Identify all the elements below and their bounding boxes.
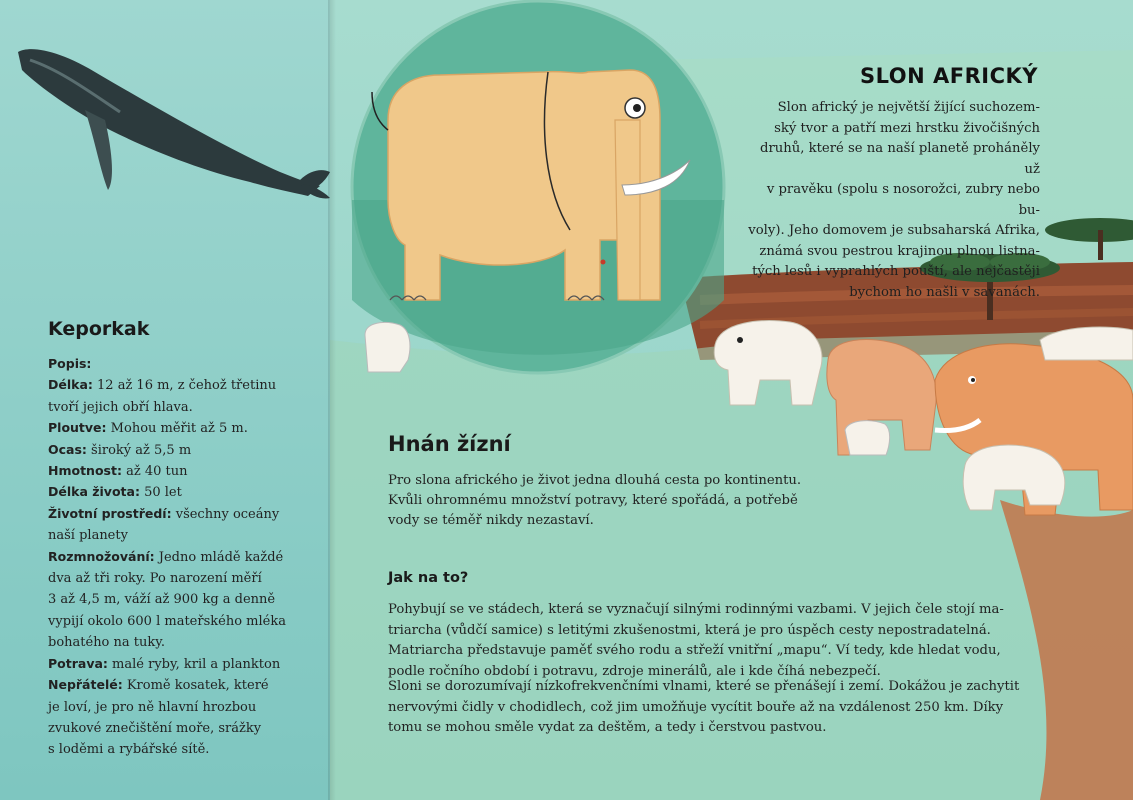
fact-row bbox=[48, 354, 318, 375]
intro-line: ský tvor a patří mezi hrstku živočišných bbox=[774, 120, 1040, 136]
fact-row bbox=[48, 547, 318, 568]
fact-row bbox=[48, 654, 318, 675]
fact-row bbox=[48, 675, 318, 696]
fact-row bbox=[48, 568, 318, 589]
fact-text: naší planety bbox=[48, 528, 128, 544]
fact-label: Délka: bbox=[48, 377, 93, 393]
fact-text: je loví, je pro ně hlavní hrozbou bbox=[48, 699, 257, 715]
fact-row bbox=[48, 482, 318, 503]
fact-text: 3 až 4,5 m, váží až 900 kg a denně bbox=[48, 592, 276, 608]
paragraph-line: Sloni se dorozumívají nízkofrekvenčními vlnami, které se přenášejí i zemí. Dokážou je zachytit bbox=[388, 679, 1020, 694]
intro-line: druhů, které se na naší planetě proháněly už bbox=[760, 141, 1040, 177]
subsection-paragraph-1 bbox=[388, 600, 1078, 682]
fact-text: až 40 tun bbox=[121, 464, 188, 480]
intro-line: voly). Jeho domovem je subsaharská Afrika, bbox=[748, 223, 1040, 238]
intro-line: v pravěku (spolu s nosorožci, zubry nebo bu- bbox=[766, 182, 1040, 218]
fact-label: Rozmnožování: bbox=[48, 548, 155, 564]
fact-row bbox=[48, 632, 318, 653]
fact-row bbox=[48, 718, 318, 739]
fact-text: Mohou měřit až 5 m. bbox=[106, 421, 248, 437]
subsection-paragraph-2 bbox=[388, 677, 1078, 739]
fact-text: všechny oceány bbox=[171, 506, 280, 522]
paragraph-line: Pohybují se ve stádech, která se vyznačují silnými rodinnými vazbami. V jejich čele stojí ma- bbox=[388, 602, 1004, 617]
intro-text bbox=[745, 98, 1040, 303]
fact-text: Jedno mládě každé bbox=[154, 549, 284, 565]
fact-text: bohatého na tuky. bbox=[48, 635, 165, 651]
fact-text: zvukové znečištění moře, srážky bbox=[48, 720, 262, 736]
fact-card-keporkak bbox=[48, 318, 318, 761]
fact-row bbox=[48, 504, 318, 525]
elephant-portrait bbox=[352, 1, 724, 373]
intro-line: tých lesů i vyprahlých pouští, ale nejčastěji bbox=[752, 264, 1040, 279]
section-heading: Hnán žízní bbox=[388, 432, 511, 456]
small-elephant-white bbox=[365, 322, 410, 372]
fact-row bbox=[48, 611, 318, 632]
fact-text: dva až tři roky. Po narození měří bbox=[48, 571, 262, 587]
section-paragraph bbox=[388, 471, 838, 531]
humpback-whale bbox=[18, 49, 330, 198]
fact-row bbox=[48, 440, 318, 461]
fact-text: široký až 5,5 m bbox=[86, 442, 192, 458]
fact-row bbox=[48, 697, 318, 718]
fact-label: Životní prostředí: bbox=[48, 505, 172, 521]
fact-row bbox=[48, 589, 318, 610]
intro-line: známá svou pestrou krajinou plnou listna- bbox=[759, 243, 1040, 259]
fact-row bbox=[48, 461, 318, 482]
paragraph-line: vody se téměř nikdy nezastaví. bbox=[388, 513, 594, 528]
fact-card-title: Keporkak bbox=[48, 318, 150, 340]
fact-text: s loděmi a rybářské sítě. bbox=[48, 742, 210, 758]
paragraph-line: triarcha (vůdčí samice) s letitými zkušenostmi, která je pro úspěch cesty nepostradatelná. bbox=[388, 622, 991, 638]
fact-text: malé ryby, kril a plankton bbox=[107, 656, 281, 672]
fact-row bbox=[48, 375, 318, 396]
fact-label: Nepřátelé: bbox=[48, 677, 123, 693]
fact-row bbox=[48, 418, 318, 439]
fact-row bbox=[48, 525, 318, 546]
intro-line: Slon africký je největší žijící suchozem- bbox=[777, 100, 1040, 115]
fact-text: vypijí okolo 600 l mateřského mléka bbox=[48, 613, 286, 629]
paragraph-line: Pro slona afrického je život jedna dlouhá cesta po kontinentu. bbox=[388, 473, 802, 488]
paragraph-line: tomu se mohou směle vydat za deštěm, a tedy i čerstvou pastvou. bbox=[388, 720, 827, 735]
book-spine bbox=[328, 0, 336, 800]
paragraph-line: podle ročního období i potravu, zdroje minerálů, ale i kde číhá nebezpečí. bbox=[388, 663, 881, 679]
fact-label: Délka života: bbox=[48, 484, 140, 500]
fact-label: Hmotnost: bbox=[48, 463, 122, 479]
fact-text: 50 let bbox=[139, 485, 182, 501]
paragraph-line: nervovými čidly v chodidlech, což jim umožňuje vycítit bouře až na vzdálenost 250 km. Díky bbox=[388, 699, 1004, 715]
paragraph-line: Kvůli ohromnému množství potravy, které spořádá, a potřebě bbox=[388, 493, 798, 508]
page-title: SLON AFRICKÝ bbox=[860, 64, 1038, 88]
paragraph-line: Matriarcha představuje paměť svého rodu a střeží vnitřní „mapu“. Ví tedy, kde hledat vodu, bbox=[388, 643, 1001, 658]
fact-text: 12 až 16 m, z čehož třetinu bbox=[92, 378, 277, 394]
fact-label: Ocas: bbox=[48, 441, 87, 457]
intro-line: bychom ho našli v savanách. bbox=[849, 284, 1040, 300]
fact-rows bbox=[48, 354, 318, 761]
fact-text: tvoří jejich obří hlava. bbox=[48, 399, 193, 415]
fact-label: Ploutve: bbox=[48, 420, 107, 436]
fact-row bbox=[48, 739, 318, 760]
fact-label: Popis: bbox=[48, 356, 92, 371]
fact-label: Potrava: bbox=[48, 655, 108, 671]
fact-text: Kromě kosatek, které bbox=[122, 678, 269, 694]
fact-row bbox=[48, 397, 318, 418]
subsection-heading: Jak na to? bbox=[388, 570, 469, 586]
